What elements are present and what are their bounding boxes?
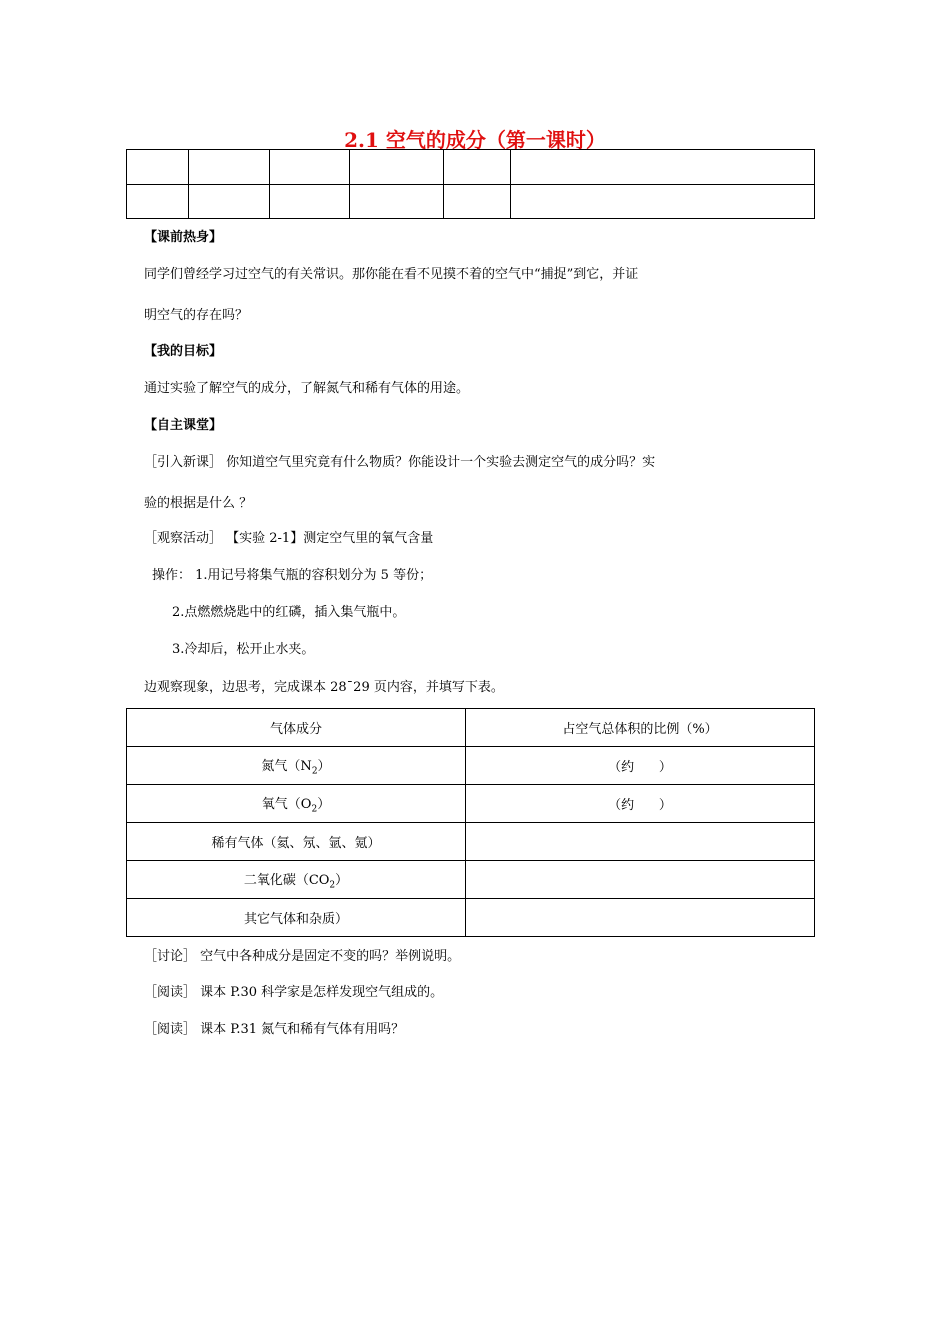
gas-cell: 二氧化碳$(CO_2)$ <box>127 861 466 899</box>
gas-cell: 氮气$(N_2)$ <box>127 747 466 785</box>
table-header-row <box>127 709 815 747</box>
info-cell <box>189 184 270 219</box>
warmup-heading: 【课前热身】 <box>144 230 223 245</box>
activity-line: ［观察活动］ 【实验 2-1】测定空气里的氧气含量 <box>144 531 434 546</box>
gas-composition-table <box>126 708 815 937</box>
intro-line-2: 验的根据是什么 ？ <box>144 496 253 511</box>
info-cell <box>189 150 270 185</box>
gas-cell: 其它气体和杂质） <box>127 899 466 937</box>
step-2: 2.点燃燃烧匙中的红磷，插入集气瓶中。 <box>172 605 406 620</box>
page-title: 2.1 空气的成分（第一课时） <box>344 128 606 152</box>
step-1: 操作： 1.用记号将集气瓶的容积划分为 5 等份； <box>152 568 433 583</box>
ratio-cell: （约 ） <box>466 785 815 823</box>
info-cell <box>270 150 350 185</box>
observe-line: 边观察现象，边思考，完成课本 28¯29 页内容，并填写下表。 <box>144 680 504 695</box>
info-cell <box>127 150 189 185</box>
info-cell <box>444 184 511 219</box>
ratio-cell <box>466 823 815 861</box>
goal-text: 通过实验了解空气的成分，了解氮气和稀有气体的用途。 <box>144 381 470 396</box>
info-cell <box>270 184 350 219</box>
info-cell <box>444 150 511 185</box>
table-row <box>127 861 815 899</box>
ratio-cell: （约 ） <box>466 747 815 785</box>
info-cell <box>350 184 444 219</box>
info-grid-row <box>127 150 815 185</box>
info-grid <box>126 149 815 219</box>
intro-line-1: ［引入新课］ 你知道空气里究竟有什么物质？你能设计一个实验去测定空气的成分吗？实 <box>144 455 656 470</box>
gas-cell: 稀有气体（氦、氖、氩、氪） <box>127 823 466 861</box>
classroom-heading: 【自主课堂】 <box>144 418 223 433</box>
header-ratio: 占空气总体积的比例（%） <box>466 709 815 747</box>
gas-cell: 氧气$(O_2)$ <box>127 785 466 823</box>
info-cell <box>511 184 815 219</box>
info-cell <box>127 184 189 219</box>
table-row <box>127 823 815 861</box>
table-row <box>127 747 815 785</box>
info-cell <box>350 150 444 185</box>
table-row <box>127 785 815 823</box>
step-3: 3.冷却后，松开止水夹。 <box>172 642 315 657</box>
info-grid-row <box>127 184 815 219</box>
warmup-line-2: 明空气的存在吗？ <box>144 308 249 323</box>
read-line-2: ［阅读］ 课本 P.31 氮气和稀有气体有用吗？ <box>144 1022 405 1037</box>
ratio-cell <box>466 861 815 899</box>
info-cell <box>511 150 815 185</box>
goal-heading: 【我的目标】 <box>144 344 223 359</box>
read-line-1: ［阅读］ 课本 P.30 科学家是怎样发现空气组成的。 <box>144 985 444 1000</box>
discussion-line: ［讨论］ 空气中各种成分是固定不变的吗？举例说明。 <box>144 949 461 964</box>
ratio-cell <box>466 899 815 937</box>
table-row <box>127 899 815 937</box>
warmup-line-1: 同学们曾经学习过空气的有关常识。那你能在看不见摸不着的空气中“捕捉”到它，并证 <box>144 267 639 282</box>
header-gas: 气体成分 <box>127 709 466 747</box>
